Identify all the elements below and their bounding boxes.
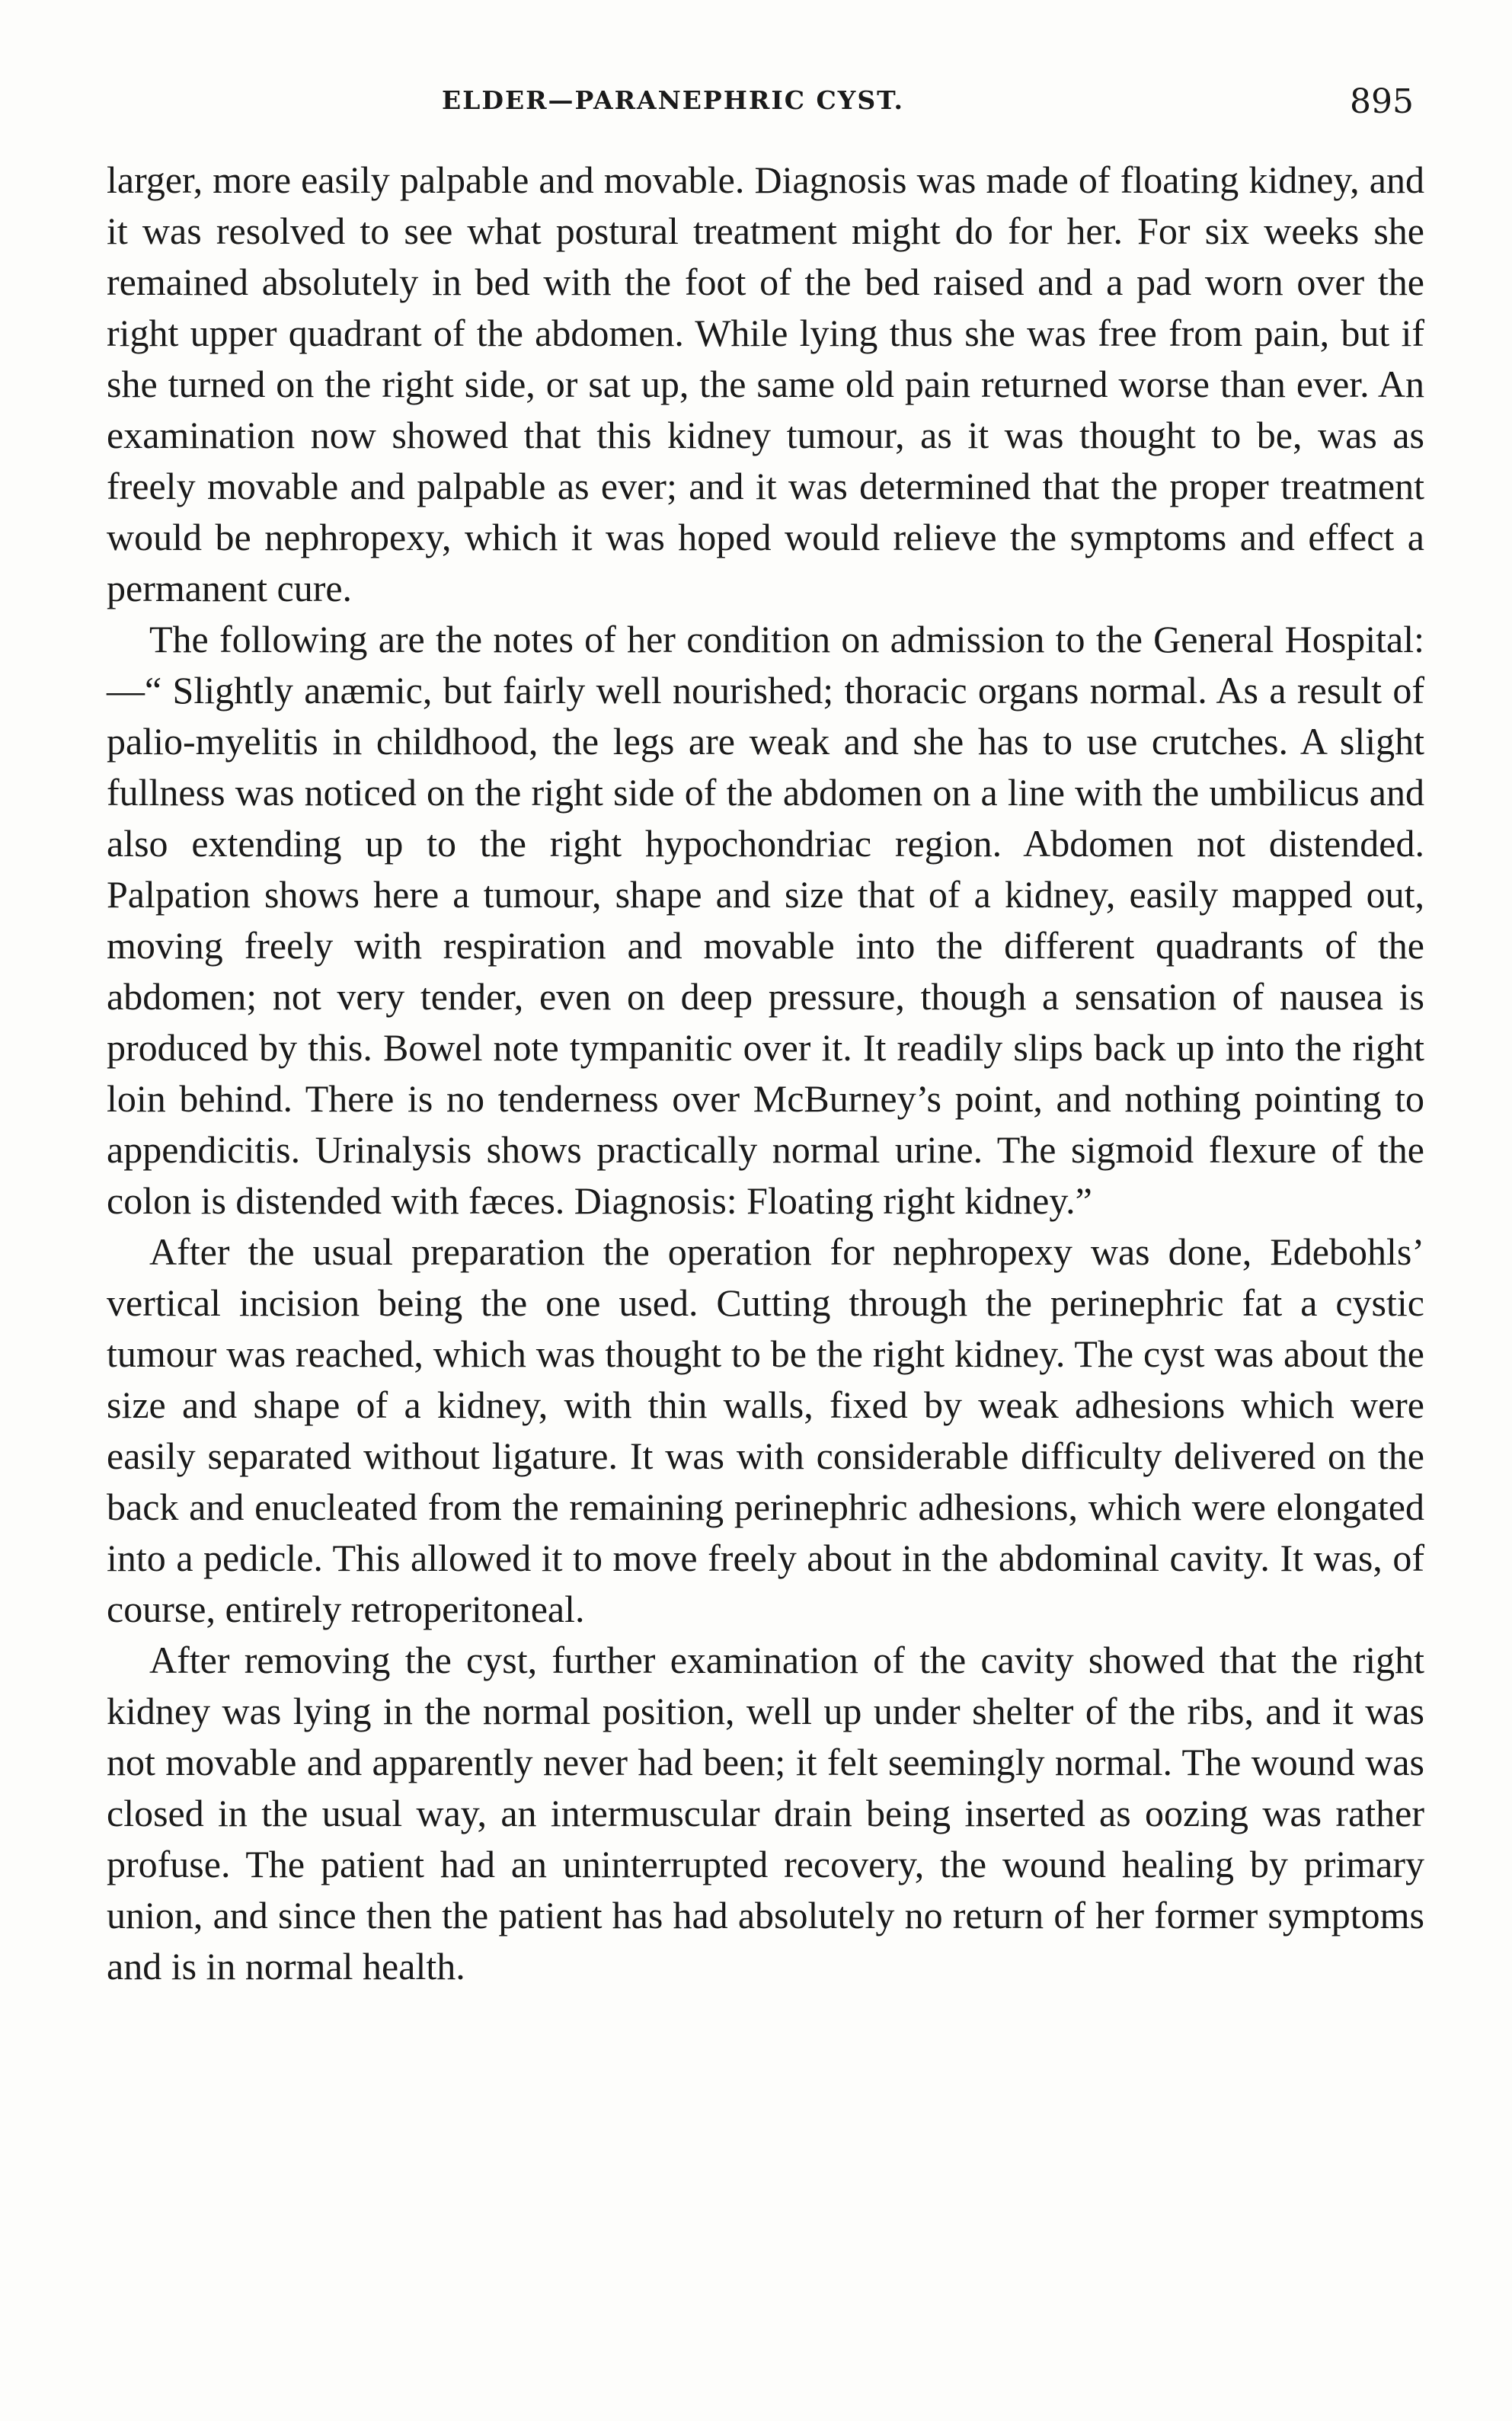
page-number: 895 bbox=[1350, 82, 1414, 121]
running-title: ELDER—PARANEPHRIC CYST. bbox=[442, 85, 904, 115]
running-head bbox=[107, 82, 1424, 131]
paragraph-admission-notes: The following are the notes of her condition on admission to the General Hospital:—“ Slightly anæmic, but fairly well nourished; thoracic organs normal. As a result of palio-myelitis in childhood, the legs are weak and she has to use crutches. A slight fullness was noticed on the right side of the abdomen on a line with the umbilicus and also extending up to the right hypochondriac region. Abdomen not distended. Palpation shows here a tumour, shape and size that of a kidney, easily mapped out, moving freely with respiration and movable into the different quadrants of the abdomen; not very tender, even on deep pressure, though a sensation of nausea is produced by this. Bowel note tympanitic over it. It readily slips back up into the right loin behind. There is no tenderness over McBurney’s point, and nothing pointing to appendicitis. Urinalysis shows practically normal urine. The sigmoid flexure of the colon is distended with fæces. Diagnosis: Floating right kidney.” bbox=[107, 618, 1424, 1222]
paragraph-operation: After the usual preparation the operation for nephropexy was done, Edebohls’ vertical incision being the one used. Cutting through the perinephric fat a cystic tumour was reached, which was thought to be the right kidney. The cyst was about the size and shape of a kidney, with thin walls, fixed by weak adhesions which were easily separated without ligature. It was with considerable difficulty delivered on the back and enucleated from the remaining perinephric adhesions, which were elongated into a pedicle. This allowed it to move freely about in the abdominal cavity. It was, of course, entirely retroperitoneal. bbox=[107, 1230, 1424, 1630]
paragraph-outcome: After removing the cyst, further examination of the cavity showed that the right kidney was lying in the normal position, well up under shelter of the ribs, and it was not movable and apparently never had been; it felt seemingly normal. The wound was closed in the usual way, an intermuscular drain being inserted as oozing was rather profuse. The patient had an uninterrupted recovery, the wound healing by primary union, and since then the patient has had absolutely no return of her former symptoms and is in normal health. bbox=[107, 1639, 1424, 1988]
body-text bbox=[107, 155, 1424, 1992]
paragraph-continued: larger, more easily palpable and movable. Diagnosis was made of floating kidney, and it was resolved to see what postural treatment might do for her. For six weeks she remained absolutely in bed with the foot of the bed raised and a pad worn over the right upper quadrant of the abdomen. While lying thus she was free from pain, but if she turned on the right side, or sat up, the same old pain returned worse than ever. An examination now showed that this kidney tumour, as it was thought to be, was as freely movable and palpable as ever; and it was determined that the proper treatment would be nephropexy, which it was hoped would relieve the symptoms and effect a permanent cure. bbox=[107, 158, 1424, 609]
